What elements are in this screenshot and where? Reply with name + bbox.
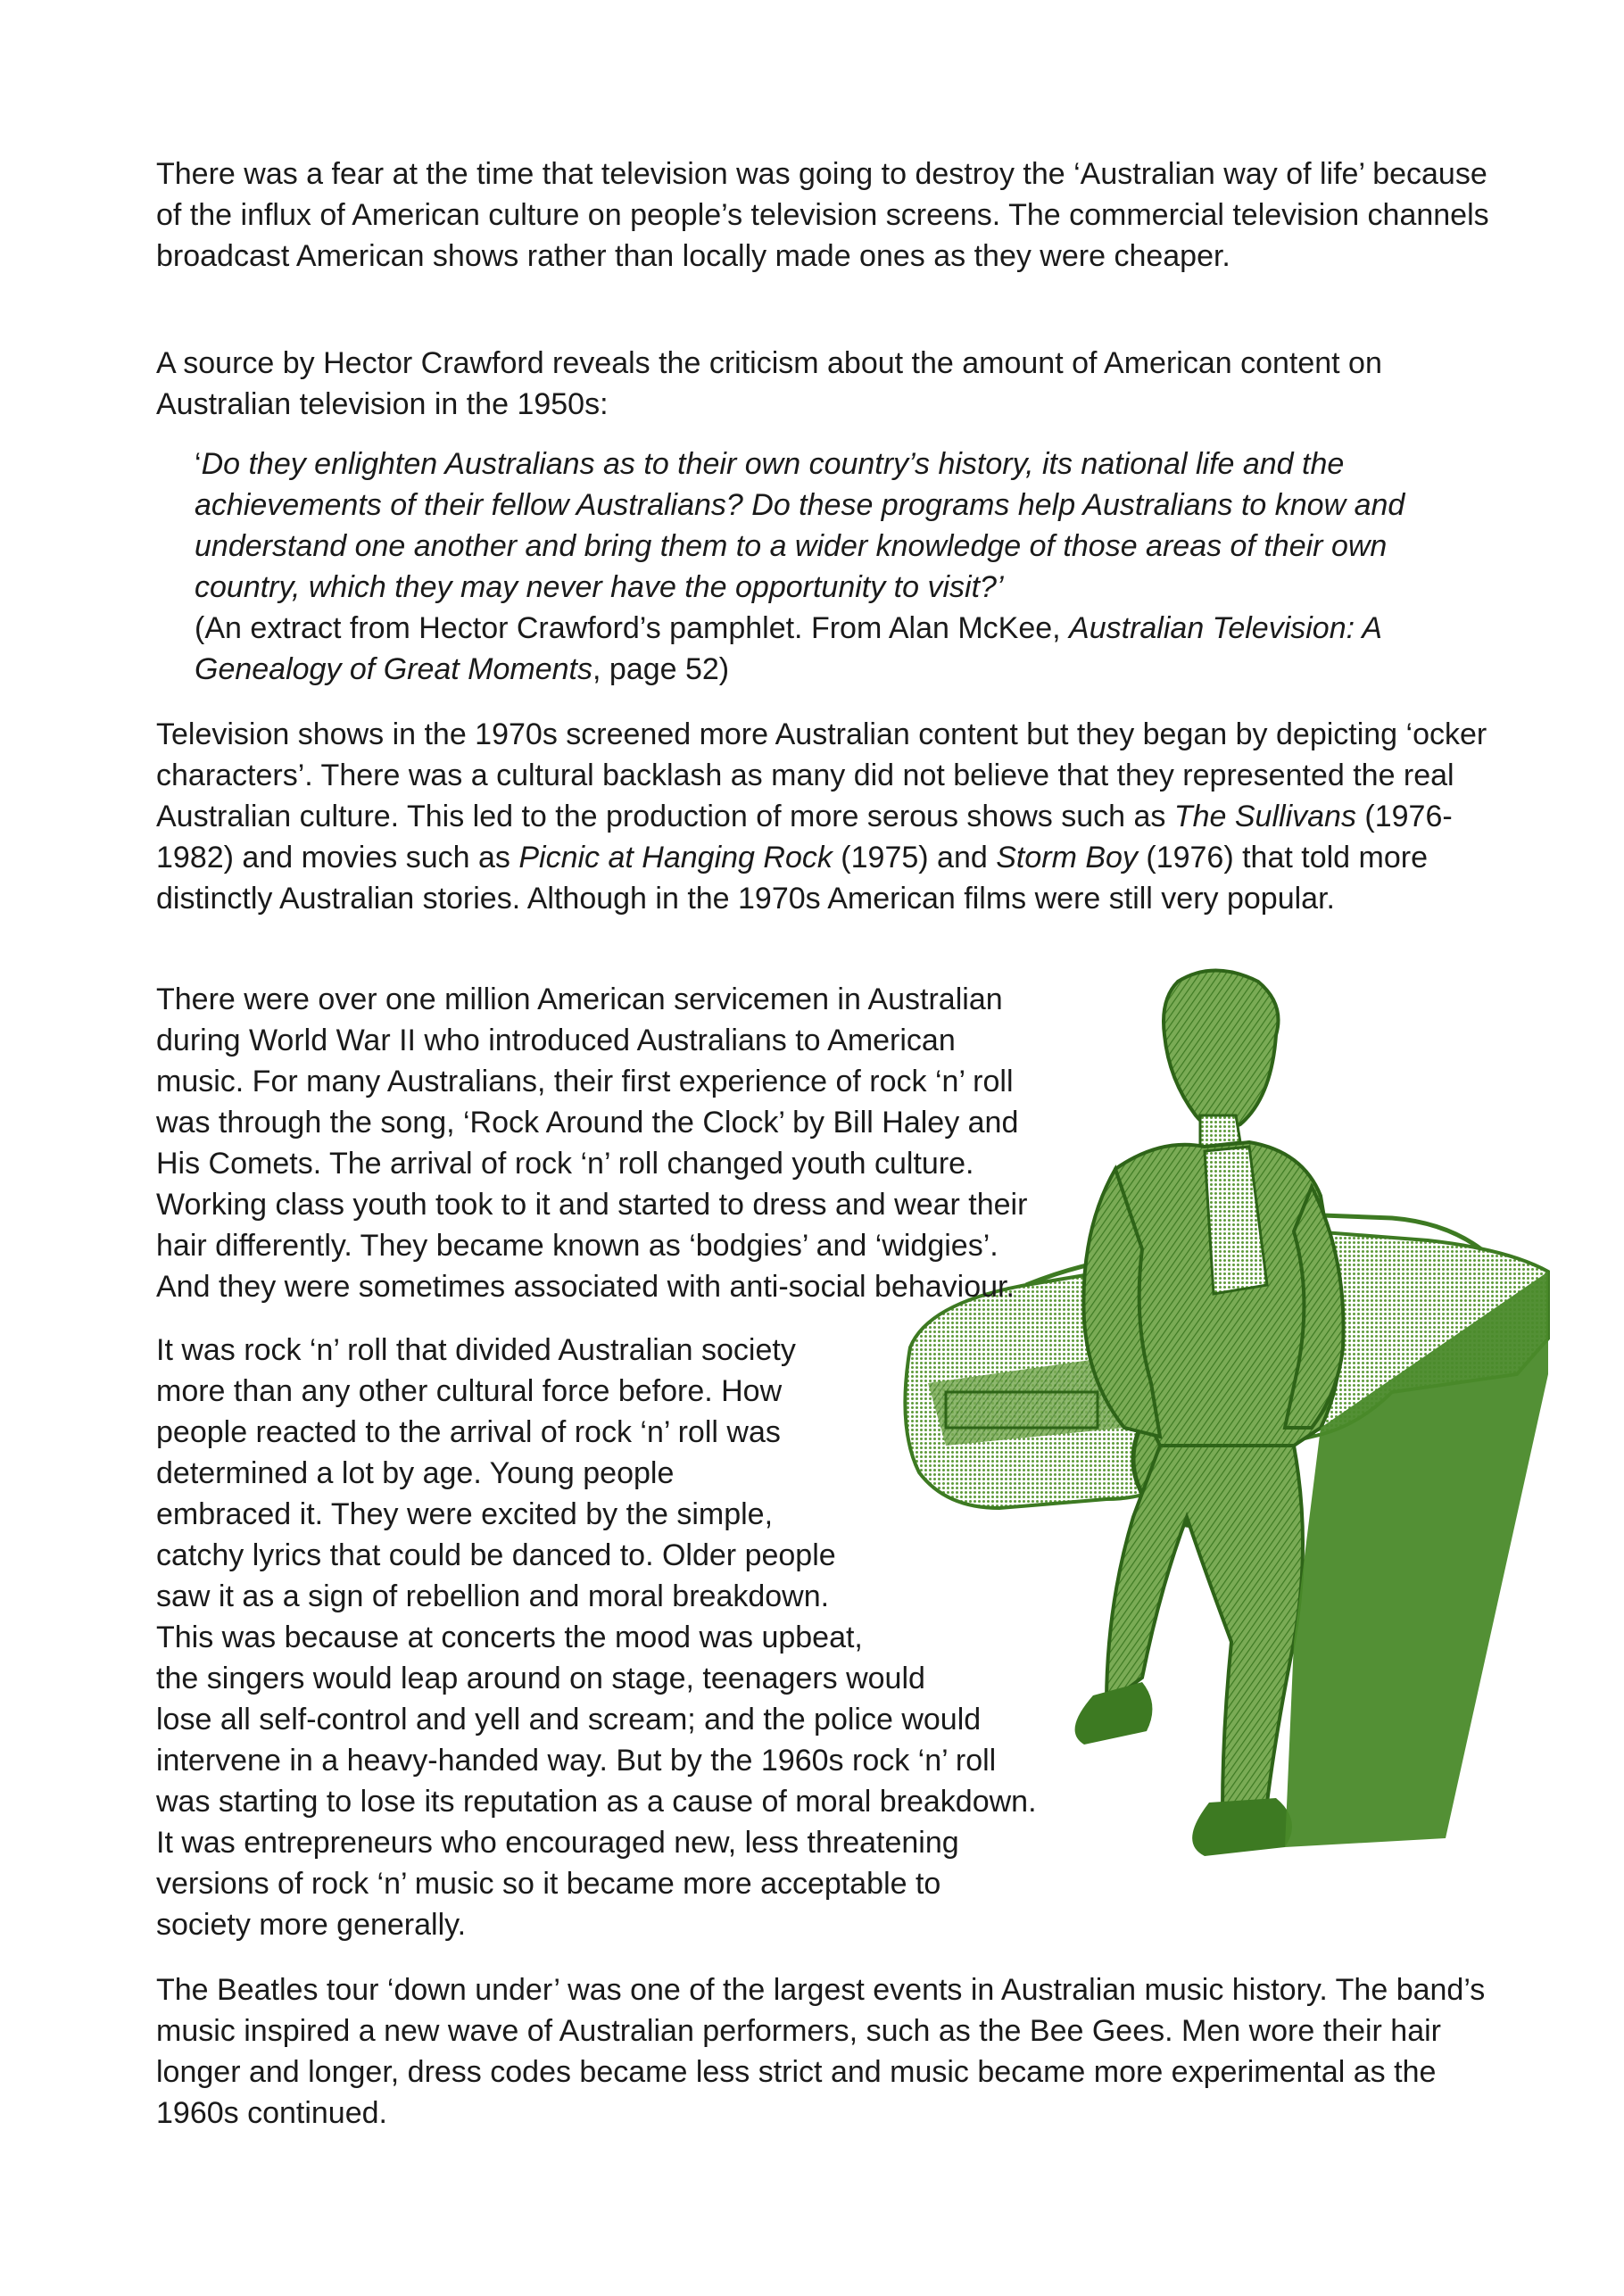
quote-text (195, 443, 1497, 608)
quote-body: Do they enlighten Australians as to their own country’s history, its national life and the achievements of their fellow Australians? Do these programs help Australians to know and understand one another and bring them to a wider knowledge of those areas of their own country, which they may never have the opportunity to visit?’ (195, 447, 1405, 604)
text-line: saw it as a sign of rebellion and moral breakdown. (156, 1579, 830, 1613)
text-line: was through the song, ‘Rock Around the Clock’ by Bill Haley and (156, 1106, 1019, 1140)
p3-text-c: (1975) and (832, 841, 997, 874)
paragraph-beatles-tour: The Beatles tour ‘down under’ was one of the largest events in Australian music history. The band’s music inspired a new wave of Australian performers, such as the Bee Gees. Men wore their hair longer and longer, dress codes became less strict and music became more experimental as the 1960s continued. (156, 1973, 1486, 2130)
text-line: was starting to lose its reputation as a cause of moral breakdown. (156, 1785, 1037, 1819)
text-line: This was because at concerts the mood was upbeat, (156, 1620, 863, 1654)
title-the-sullivans: The Sullivans (1173, 800, 1356, 833)
quote-open-mark: ‘ (195, 447, 202, 481)
text-line: embraced it. They were excited by the simple, (156, 1497, 774, 1531)
paragraph-tv-fear: There was a fear at the time that television was going to destroy the ‘Australian way of life’ because of the influx of American culture on people’s television screens. The commercial television channels broadcast American shows rather than locally made ones as they were cheaper. (156, 157, 1489, 273)
text-line: more than any other cultural force before. How (156, 1374, 783, 1408)
quote-source-suffix: , page 52) (592, 652, 730, 686)
quote-source-prefix: (An extract from Hector Crawford’s pamphlet. From Alan McKee, (195, 611, 1070, 645)
text-line: His Comets. The arrival of rock ‘n’ roll changed youth culture. (156, 1147, 974, 1181)
quote-source-title: Australian Television: A Genealogy of Great Moments (195, 611, 1381, 686)
text-line: It was rock ‘n’ roll that divided Australian society (156, 1333, 796, 1367)
text-line: the singers would leap around on stage, teenagers would (156, 1662, 925, 1695)
p3-text-d: (1976) that told more distinctly Australian stories. Although in the 1970s American films were still very popular. (156, 841, 1428, 916)
quote-source (195, 608, 1497, 690)
crawford-quote (195, 443, 1497, 690)
paragraph-rock-divided-society (156, 1330, 1138, 1945)
paragraph-servicemen (156, 979, 1138, 1307)
text-line: people reacted to the arrival of rock ‘n’ roll was (156, 1415, 781, 1449)
text-line: There were over one million American servicemen in Australian (156, 982, 1003, 1016)
text-line: hair differently. They became known as ‘bodgies’ and ‘widgies’. (156, 1229, 998, 1263)
text-line: society more generally. (156, 1908, 467, 1942)
man-figure (1075, 971, 1548, 1857)
text-line: catchy lyrics that could be danced to. Older people (156, 1538, 836, 1572)
text-line: lose all self-control and yell and scream; and the police would (156, 1703, 982, 1737)
text-line: during World War II who introduced Australians to American (156, 1024, 956, 1057)
text-line: And they were sometimes associated with anti-social behaviour. (156, 1270, 1015, 1304)
text-line: intervene in a heavy-handed way. But by the 1960s rock ‘n’ roll (156, 1744, 997, 1778)
text-line: versions of rock ‘n’ music so it became more acceptable to (156, 1867, 941, 1901)
text-line: Working class youth took to it and started to dress and wear their (156, 1188, 1028, 1222)
title-storm-boy: Storm Boy (996, 841, 1138, 874)
text-line: music. For many Australians, their first experience of rock ‘n’ roll (156, 1065, 1014, 1098)
title-picnic-at-hanging-rock: Picnic at Hanging Rock (518, 841, 833, 874)
text-line: It was entrepreneurs who encouraged new, less threatening (156, 1826, 959, 1860)
p3-text-a: Television shows in the 1970s screened more Australian content but they began by depicting ‘ocker characters’. There was a cultural backlash as many did not believe that they represented the real Australian culture. This led to the production of more serous shows such as (156, 717, 1487, 833)
paragraph-1970s-tv (156, 714, 1495, 919)
text-line: determined a lot by age. Young people (156, 1456, 675, 1490)
paragraph-crawford-intro: A source by Hector Crawford reveals the criticism about the amount of American content on Australian television in the 1950s: (156, 346, 1382, 421)
p3-text-b: (1976-1982) and movies such as (156, 800, 1453, 874)
